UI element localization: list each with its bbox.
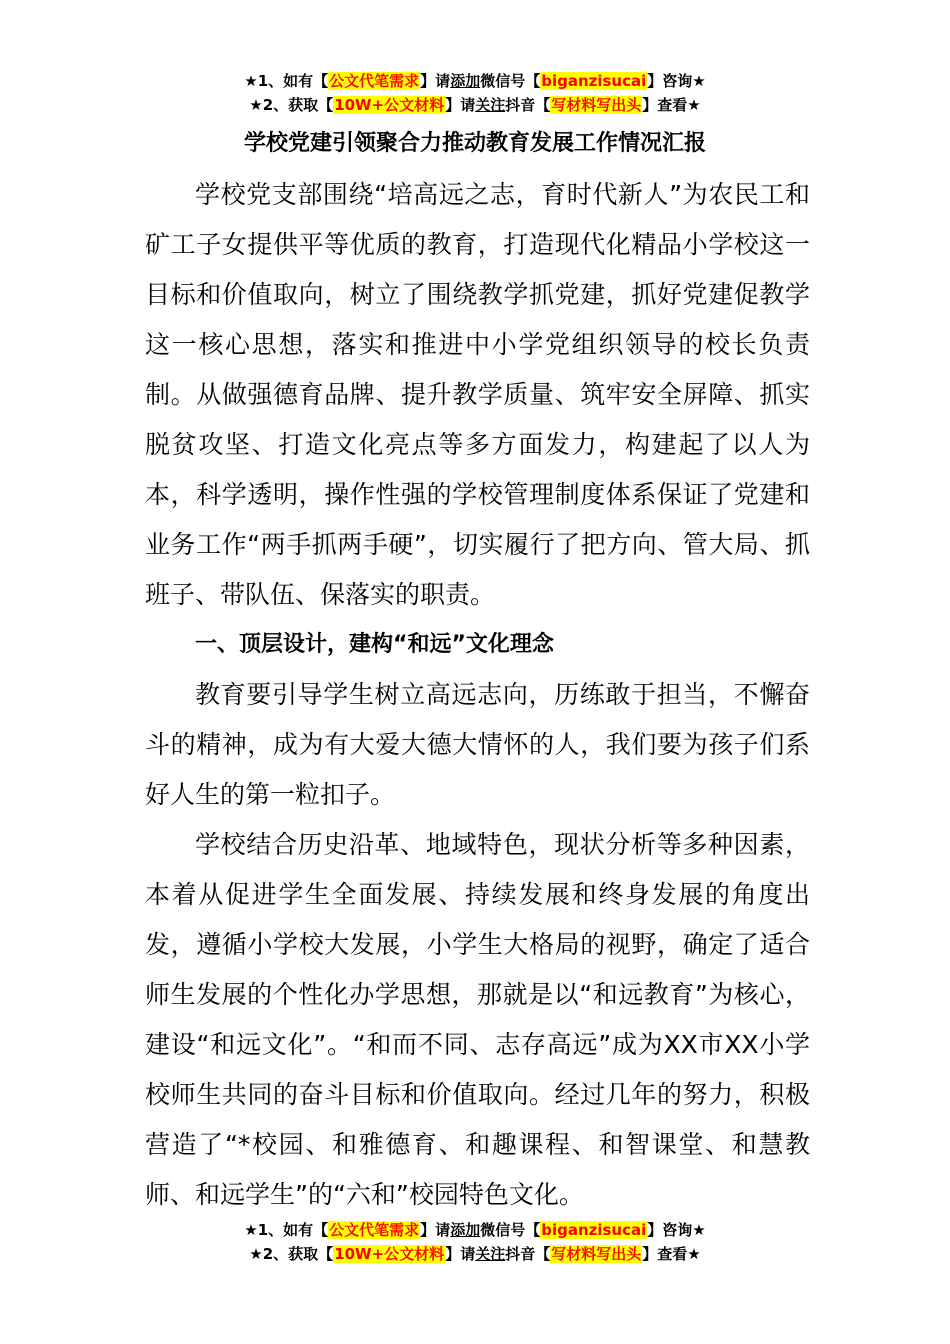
body-paragraph: 学校结合历史沿革、地域特色，现状分析等多种因素，本着从促进学生全面发展、持续发展和终身发展的角度出发，遵循小学校大发展，小学生大格局的视野，确定了适合师生发展的个性化办学思想，那就是以“和远教育”为核心，建设“和远文化”。“和而不同、志存高远”成为XX市XX小学校师生共同的奋斗目标和价值取向。经过几年的努力，积极营造了“*校园、和雅德育、和趣课程、和智课堂、和慧教师、和远学生”的“六和”校园特色文化。: [145, 830, 810, 1209]
bottom-banner-line-2: [0, 1243, 950, 1265]
banner-text: 抖音【: [505, 1245, 551, 1263]
section-heading: 一、顶层设计，建构“和远”文化理念: [195, 632, 554, 657]
top-banner-line-1: [0, 70, 950, 92]
banner-text: 】请: [420, 72, 451, 90]
document-body: [145, 170, 810, 1220]
banner-text: 微信号【: [480, 1221, 541, 1239]
banner-underlined-text: 添加: [450, 1221, 481, 1239]
banner-text: 】咨询★: [647, 72, 706, 90]
banner-highlight: 公文代笔需求: [329, 1221, 420, 1239]
banner-text: 抖音【: [505, 96, 551, 114]
banner-highlight: 公文代笔需求: [329, 72, 420, 90]
banner-text: 】请: [445, 1245, 476, 1263]
banner-text: 】请: [445, 96, 476, 114]
banner-highlight: 10W+公文材料: [334, 1245, 445, 1263]
banner-underlined-text: 添加: [450, 72, 481, 90]
banner-text: ★2、获取【: [249, 1245, 334, 1263]
banner-text: 微信号【: [480, 72, 541, 90]
intro-paragraph: 学校党支部围绕“培高远之志，育时代新人”为农民工和矿工子女提供平等优质的教育，打造现代化精品小学校这一目标和价值取向，树立了围绕教学抓党建，抓好党建促教学这一核心思想，落实和推进中小学党组织领导的校长负责制。从做强德育品牌、提升教学质量、筑牢安全屏障、抓实脱贫攻坚、打造文化亮点等多方面发力，构建起了以人为本，科学透明，操作性强的学校管理制度体系保证了党建和业务工作“两手抓两手硬”，切实履行了把方向、管大局、抓班子、带队伍、保落实的职责。: [145, 180, 810, 609]
banner-highlight: 写材料写出头: [551, 1245, 642, 1263]
banner-highlight: biganzisucai: [541, 1221, 647, 1239]
banner-underlined-text: 关注: [475, 96, 506, 114]
document-title: 学校党建引领聚合力推动教育发展工作情况汇报: [243, 131, 706, 156]
top-banner-line-2: [0, 94, 950, 116]
banner-text: 】查看★: [642, 96, 701, 114]
banner-highlight: 写材料写出头: [551, 96, 642, 114]
bottom-banner-line-1: [0, 1219, 950, 1241]
banner-text: ★2、获取【: [249, 96, 334, 114]
banner-underlined-text: 关注: [475, 1245, 506, 1263]
banner-text: ★1、如有【: [244, 72, 329, 90]
banner-text: 】咨询★: [647, 1221, 706, 1239]
banner-highlight: biganzisucai: [541, 72, 647, 90]
banner-text: ★1、如有【: [244, 1221, 329, 1239]
banner-highlight: 10W+公文材料: [334, 96, 445, 114]
banner-text: 】查看★: [642, 1245, 701, 1263]
body-paragraph: 教育要引导学生树立高远志向，历练敢于担当，不懈奋斗的精神，成为有大爱大德大情怀的人，我们要为孩子们系好人生的第一粒扣子。: [145, 680, 810, 809]
banner-text: 】请: [420, 1221, 451, 1239]
